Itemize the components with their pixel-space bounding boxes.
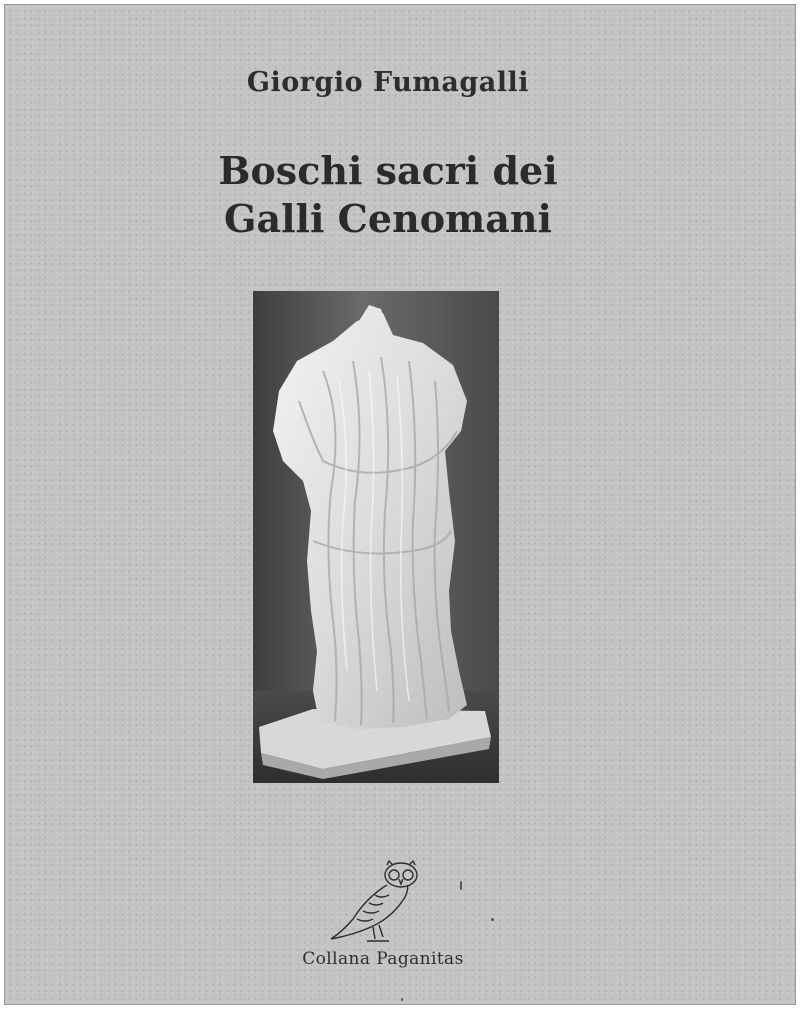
book-cover (4, 4, 796, 1005)
author-name: Giorgio Fumagalli (246, 67, 530, 98)
statue-photo (253, 291, 499, 783)
title-line-2: Galli Cenomani (224, 196, 552, 241)
speck (460, 881, 462, 890)
owl-icon (323, 857, 423, 947)
series-name: Collana Paganitas (302, 949, 464, 969)
speck (491, 918, 494, 921)
title-line-1: Boschi sacri dei (218, 148, 558, 193)
speck (401, 998, 403, 1001)
book-title (5, 147, 771, 243)
statue-illustration (253, 291, 499, 783)
